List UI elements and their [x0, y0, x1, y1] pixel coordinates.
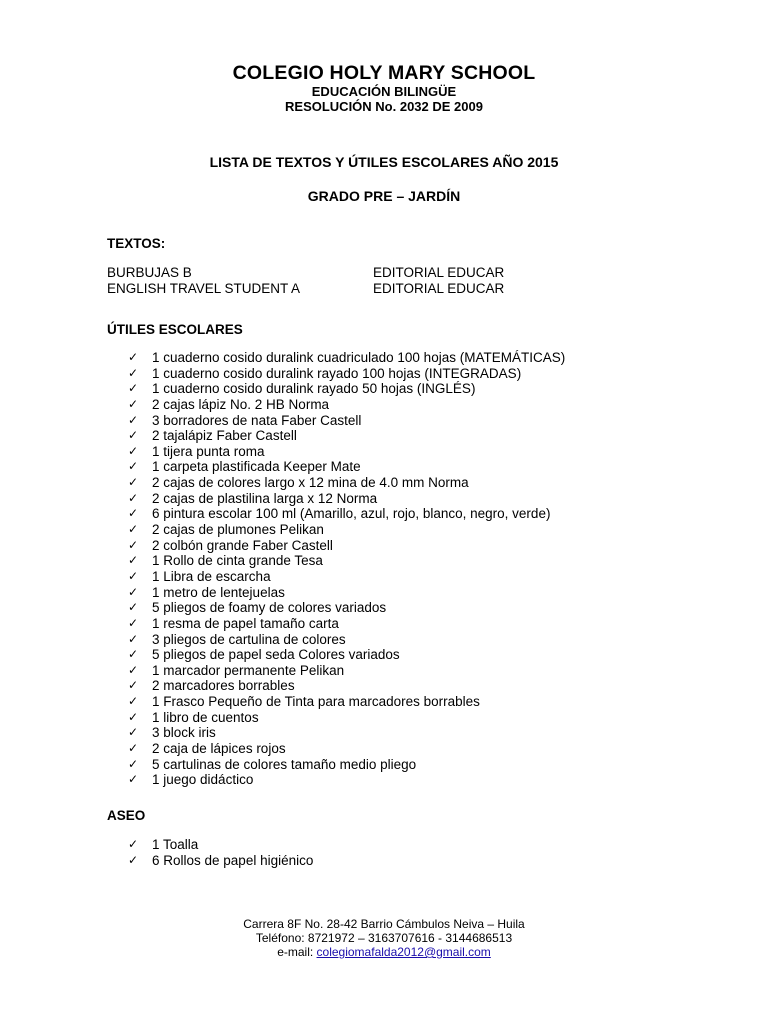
checkmark-icon: ✓	[128, 772, 139, 787]
list-item-text: 2 cajas de plumones Pelikan	[152, 522, 324, 538]
list-item	[128, 853, 648, 869]
list-item-text: 1 carpeta plastificada Keeper Mate	[152, 459, 361, 475]
list-item	[128, 366, 648, 382]
checkmark-icon: ✓	[128, 459, 139, 474]
list-item	[128, 678, 648, 694]
text-title: ENGLISH TRAVEL STUDENT A	[107, 280, 301, 296]
list-item-text: 5 pliegos de foamy de colores variados	[152, 600, 387, 616]
school-subtitle: EDUCACIÓN BILINGÜE	[311, 84, 457, 99]
list-item	[128, 475, 648, 491]
list-item	[128, 741, 648, 757]
checkmark-icon: ✓	[128, 350, 139, 364]
footer-phone: Teléfono: 8721972 – 3163707616 - 3144686513	[255, 931, 513, 945]
text-title: BURBUJAS B	[107, 265, 192, 280]
checkmark-icon: ✓	[128, 725, 139, 740]
list-item-text: 2 caja de lápices rojos	[152, 741, 286, 757]
list-item-text: 1 cuaderno cosido duralink rayado 50 hojas (INGLÉS)	[152, 381, 476, 397]
checkmark-icon: ✓	[128, 741, 139, 756]
list-item	[128, 397, 648, 413]
aseo-heading: ASEO	[107, 808, 146, 823]
list-item	[128, 538, 648, 554]
list-item	[128, 381, 648, 397]
list-item-text: 1 marcador permanente Pelikan	[152, 662, 345, 678]
school-name: COLEGIO HOLY MARY SCHOOL	[232, 62, 536, 84]
aseo-list	[128, 837, 648, 868]
list-item-text: 3 borradores de nata Faber Castell	[152, 412, 362, 428]
list-item-text: 1 Libra de escarcha	[152, 568, 271, 584]
list-item	[128, 772, 648, 788]
checkmark-icon: ✓	[128, 443, 139, 458]
checkmark-icon: ✓	[128, 647, 139, 662]
list-item-text: 5 cartulinas de colores tamaño medio pliego	[152, 756, 417, 772]
list-item-text: 3 pliegos de cartulina de colores	[152, 631, 346, 647]
list-item	[128, 459, 648, 475]
school-resolution: RESOLUCIÓN No. 2032 DE 2009	[285, 99, 483, 114]
footer-email	[0, 945, 768, 959]
grade-title: GRADO PRE – JARDÍN	[307, 188, 461, 204]
list-item-text: 2 cajas lápiz No. 2 HB Norma	[152, 396, 330, 412]
checkmark-icon: ✓	[128, 428, 139, 443]
checkmark-icon: ✓	[128, 490, 139, 505]
checkmark-icon: ✓	[128, 396, 139, 411]
list-item	[128, 710, 648, 726]
utiles-list	[128, 350, 648, 788]
list-item-text: 1 cuaderno cosido duralink rayado 100 hojas (INTEGRADAS)	[152, 365, 522, 381]
text-row	[107, 265, 627, 281]
list-item-text: 6 pintura escolar 100 ml (Amarillo, azul, rojo, blanco, negro, verde)	[152, 506, 551, 522]
checkmark-icon: ✓	[128, 756, 139, 771]
list-item-text: 1 metro de lentejuelas	[152, 584, 285, 600]
list-item-text: 2 marcadores borrables	[152, 678, 295, 694]
list-item-text: 1 cuaderno cosido duralink cuadriculado 100 hojas (MATEMÁTICAS)	[152, 350, 566, 365]
list-item-text: 5 pliegos de papel seda Colores variados	[152, 647, 400, 663]
email-label: e-mail:	[277, 945, 317, 959]
text-publisher: EDITORIAL EDUCAR	[373, 265, 505, 280]
list-item-text: 1 libro de cuentos	[152, 709, 259, 725]
text-publisher: EDITORIAL EDUCAR	[373, 280, 505, 296]
textos-list	[107, 265, 627, 296]
list-item-text: 2 tajalápiz Faber Castell	[152, 428, 297, 444]
list-item	[128, 616, 648, 632]
list-item	[128, 428, 648, 444]
list-item	[128, 569, 648, 585]
list-item	[128, 444, 648, 460]
list-item-text: 2 cajas de colores largo x 12 mina de 4.0 mm Norma	[152, 475, 469, 491]
email-link[interactable]: colegiomafalda2012@gmail.com	[316, 945, 491, 959]
list-item	[128, 350, 648, 366]
utiles-heading: ÚTILES ESCOLARES	[107, 322, 243, 337]
list-item	[128, 632, 648, 648]
checkmark-icon: ✓	[128, 694, 139, 709]
list-item	[128, 413, 648, 429]
list-item	[128, 663, 648, 679]
checkmark-icon: ✓	[128, 631, 139, 646]
list-item	[128, 585, 648, 601]
checkmark-icon: ✓	[128, 600, 139, 615]
list-item	[128, 694, 648, 710]
checkmark-icon: ✓	[128, 553, 139, 568]
checkmark-icon: ✓	[128, 662, 139, 677]
checkmark-icon: ✓	[128, 615, 139, 630]
list-item-text: 1 juego didáctico	[152, 772, 254, 788]
list-item-text: 6 Rollos de papel higiénico	[152, 852, 314, 868]
checkmark-icon: ✓	[128, 475, 139, 490]
list-item	[128, 553, 648, 569]
checkmark-icon: ✓	[128, 678, 139, 693]
list-item-text: 1 Rollo de cinta grande Tesa	[152, 553, 323, 569]
checkmark-icon: ✓	[128, 709, 139, 724]
list-item-text: 3 block iris	[152, 725, 216, 741]
checkmark-icon: ✓	[128, 506, 139, 521]
footer-address: Carrera 8F No. 28-42 Barrio Cámbulos Neiva – Huila	[243, 917, 525, 931]
list-item	[128, 837, 648, 853]
list-item	[128, 647, 648, 663]
list-item-text: 2 colbón grande Faber Castell	[152, 537, 333, 553]
list-item-text: 1 resma de papel tamaño carta	[152, 615, 339, 631]
checkmark-icon: ✓	[128, 381, 139, 396]
checkmark-icon: ✓	[128, 412, 139, 427]
list-item	[128, 506, 648, 522]
checkmark-icon: ✓	[128, 837, 139, 851]
checkmark-icon: ✓	[128, 537, 139, 552]
list-item-text: 1 tijera punta roma	[152, 443, 265, 459]
checkmark-icon: ✓	[128, 568, 139, 583]
textos-heading: TEXTOS:	[107, 236, 166, 251]
list-item-text: 1 Toalla	[152, 837, 199, 852]
checkmark-icon: ✓	[128, 852, 139, 867]
list-item	[128, 757, 648, 773]
list-item-text: 1 Frasco Pequeño de Tinta para marcadores borrables	[152, 694, 480, 710]
list-title: LISTA DE TEXTOS Y ÚTILES ESCOLARES AÑO 2015	[209, 154, 559, 170]
checkmark-icon: ✓	[128, 522, 139, 537]
checkmark-icon: ✓	[128, 584, 139, 599]
list-item	[128, 491, 648, 507]
list-item-text: 2 cajas de plastilina larga x 12 Norma	[152, 490, 378, 506]
list-item	[128, 600, 648, 616]
checkmark-icon: ✓	[128, 365, 139, 380]
list-item	[128, 725, 648, 741]
text-row	[107, 281, 627, 297]
list-item	[128, 522, 648, 538]
